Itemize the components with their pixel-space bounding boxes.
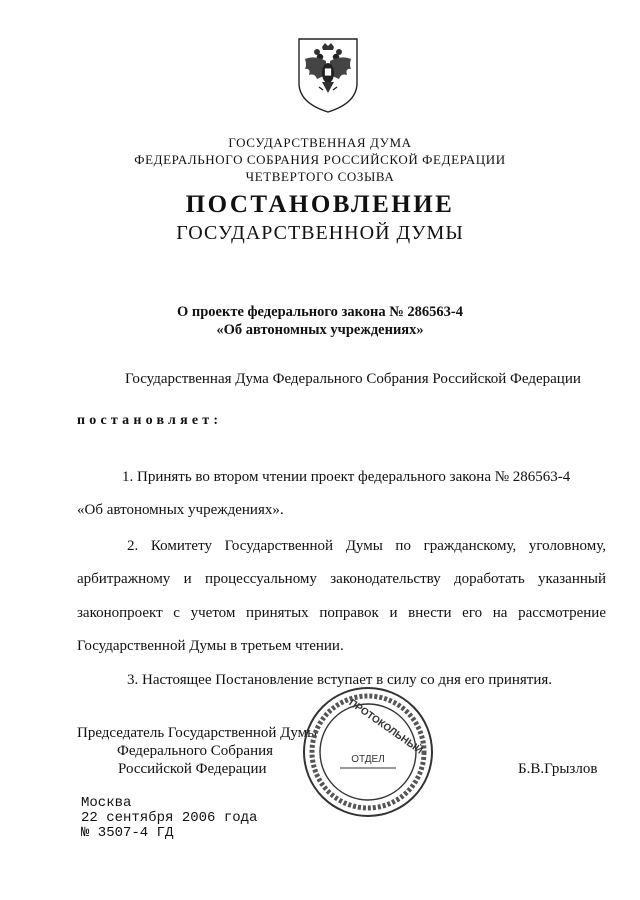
stamp-inner-text: ПРОТОКОЛЬНЫЙ (346, 697, 425, 757)
stamp-center-text: ОТДЕЛ (351, 754, 385, 765)
signer-name: Б.В.Грызлов (518, 761, 598, 777)
item-2-line-4: Государственной Думы в третьем чтении. (77, 638, 344, 654)
date-line: 22 сентября 2006 года (81, 810, 258, 826)
document-subtitle: ГОСУДАРСТВЕННОЙ ДУМЫ (176, 222, 464, 244)
place-line: Москва (81, 795, 132, 811)
document-title: ПОСТАНОВЛЕНИЕ (185, 191, 455, 218)
signer-title-line-1: Председатель Государственной Думы (77, 725, 318, 741)
decree-word: постановляет: (77, 413, 223, 428)
subject-line-2: «Об автономных учреждениях» (216, 322, 424, 338)
item-2-line-1: 2. Комитету Государственной Думы по гражданскому, уголовному, (127, 538, 606, 554)
header-federal-assembly: ФЕДЕРАЛЬНОГО СОБРАНИЯ РОССИЙСКОЙ ФЕДЕРАЦИИ (134, 152, 506, 167)
coat-of-arms-icon (293, 35, 363, 115)
item-1-line-2: «Об автономных учреждениях». (77, 502, 284, 518)
protocol-department-stamp (300, 684, 436, 820)
intro-paragraph: Государственная Дума Федерального Собрания Российской Федерации (125, 371, 581, 387)
item-1-line-1: 1. Принять во втором чтении проект федерального закона № 286563-4 (122, 469, 571, 485)
signer-title-line-3: Российской Федерации (118, 761, 267, 777)
item-2-line-2: арбитражному и процессуальному законодательству доработать указанный (77, 571, 606, 587)
registration-number: № 3507-4 ГД (81, 825, 174, 841)
signer-title-line-2: Федерального Собрания (117, 743, 274, 759)
header-duma: ГОСУДАРСТВЕННАЯ ДУМА (228, 135, 412, 150)
header-convocation: ЧЕТВЕРТОГО СОЗЫВА (245, 169, 395, 184)
subject-line-1: О проекте федерального закона № 286563-4 (176, 304, 464, 320)
item-2-line-3: законопроект с учетом принятых поправок и внести его на рассмотрение (77, 605, 606, 621)
item-3: 3. Настоящее Постановление вступает в силу со дня его принятия. (127, 672, 553, 688)
